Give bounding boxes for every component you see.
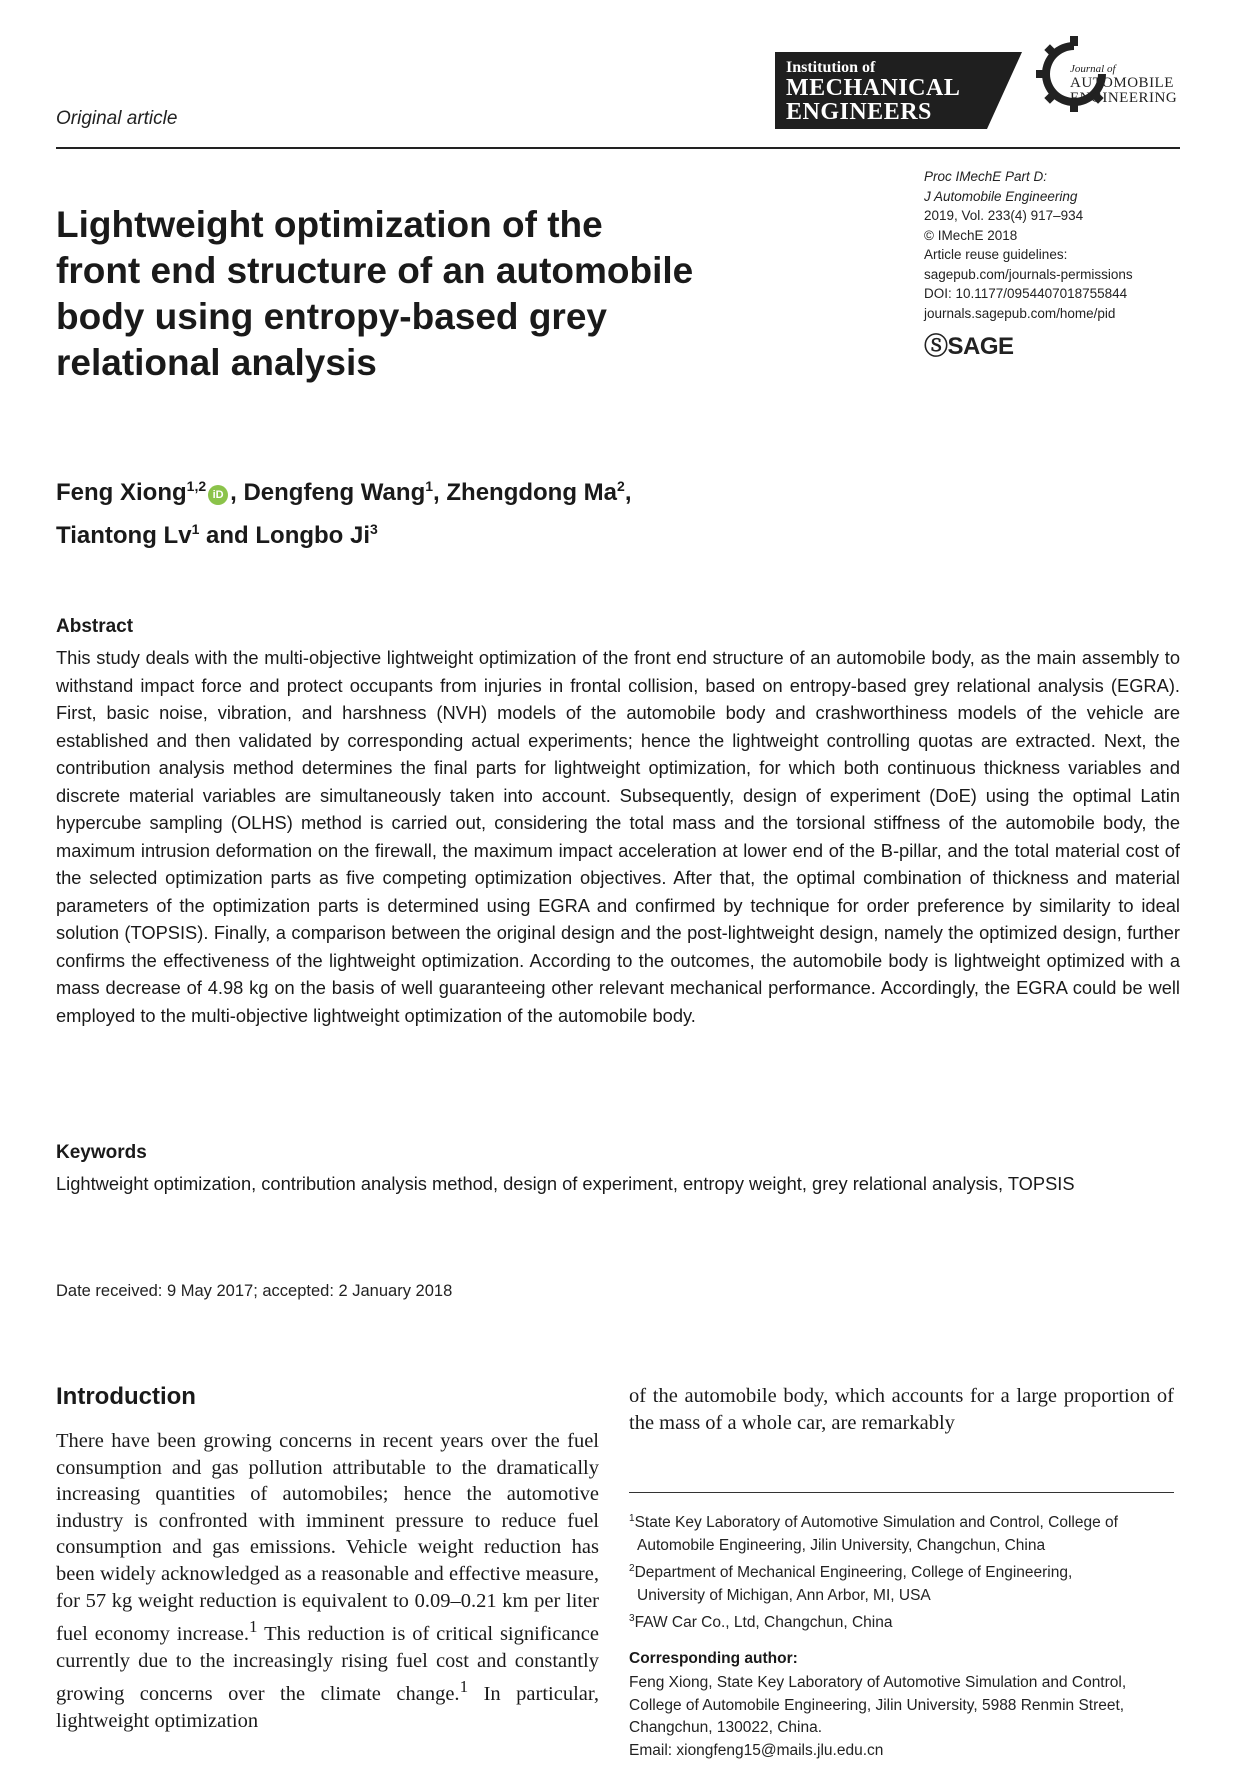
corresponding-line: Changchun, 130022, China. (629, 1719, 823, 1736)
imeche-line2: MECHANICAL (786, 75, 961, 101)
affiliation: FAW Car Co., Ltd, Changchun, China (634, 1613, 893, 1631)
abstract-heading: Abstract (56, 616, 134, 637)
author-name: Zhengdong Ma (446, 479, 618, 506)
corresponding-details (629, 1672, 1174, 1762)
intro-text: In particular, lightweight optimization (56, 1683, 599, 1732)
journal-line3: ENGINEERING (1070, 90, 1178, 107)
intro-text: This reduction is of critical significance currently due to the increasingly rising fuel cost and constantly growing concerns over the climate change. (56, 1622, 599, 1705)
meta-copyright: © IMechE 2018 (924, 227, 1018, 243)
intro-text: There have been growing concerns in recent years over the fuel consumption and gas pollution attributable to the dramatically increasing quantities of automobiles; hence the automotive industry is confronted with imminent pressure to reduce fuel consumption and gas emissions. Vehicle weight reduction has been widely acknowledged as a reasonable and effective measure, for 57 kg weight reduction is equivalent to 0.09–0.21 km per liter fuel economy increase. (56, 1430, 599, 1645)
affiliation: State Key Laboratory of Automotive Simulation and Control, College of (634, 1514, 1118, 1532)
author-conjunction: and (206, 522, 249, 549)
author-affil-sup: 1,2 (186, 478, 207, 494)
reference-link[interactable]: 1 (459, 1677, 469, 1697)
imeche-line3: ENGINEERS (786, 99, 932, 125)
author-name: Dengfeng Wang (243, 479, 426, 506)
corresponding-line: College of Automobile Engineering, Jilin University, 5988 Renmin Street, (629, 1696, 1125, 1714)
affil-sup: 2 (629, 1562, 635, 1574)
meta-doi[interactable]: DOI: 10.1177/0954407018755844 (924, 286, 1128, 301)
imeche-logo-text (786, 60, 960, 124)
author-affil-sup: 1 (425, 478, 434, 494)
meta-journal-part: Proc IMechE Part D: (924, 169, 1048, 184)
header-rule (56, 147, 1180, 149)
meta-permissions-link[interactable]: sagepub.com/journals-permissions (924, 266, 1133, 282)
affiliation: Department of Mechanical Engineering, College of Engineering, (634, 1563, 1073, 1581)
affil-sup: 1 (629, 1513, 635, 1524)
sage-icon: Ⓢ (924, 333, 948, 360)
footnote-rule (629, 1492, 1174, 1493)
affiliation-cont: Automobile Engineering, Jilin University, Changchun, China (637, 1536, 1046, 1554)
journal-line1: Journal of (1070, 63, 1116, 75)
author-affil-sup: 1 (191, 521, 200, 537)
article-meta (924, 167, 1133, 323)
title-line: body using entropy-based grey (56, 296, 607, 337)
article-title (56, 202, 836, 386)
author-affil-sup: 2 (617, 478, 625, 494)
author-name: Feng Xiong (56, 479, 187, 506)
affil-sup: 3 (629, 1612, 635, 1624)
introduction-heading: Introduction (56, 1383, 196, 1410)
title-line: front end structure of an automobile (56, 250, 694, 291)
article-type: Original article (56, 108, 178, 129)
meta-journal-name: J Automobile Engineering (924, 188, 1078, 204)
introduction-right-column: of the automobile body, which accounts for a large proportion of the mass of a whole car, are remarkably (629, 1385, 1174, 1434)
meta-reuse-label: Article reuse guidelines: (924, 247, 1068, 262)
meta-volume: 2019, Vol. 233(4) 917–934 (924, 208, 1084, 223)
corresponding-line: Feng Xiong, State Key Laboratory of Automotive Simulation and Control, (629, 1674, 1127, 1691)
corresponding-heading: Corresponding author: (629, 1650, 798, 1667)
author-name: Tiantong Lv (56, 522, 192, 549)
abstract-body: This study deals with the multi-objective lightweight optimization of the front end structure of an automobile body, as the main assembly to withstand impact force and protect occupants from injuries in frontal collision, based on entropy-based grey relational analysis (EGRA). First, basic noise, vibration, and harshness (NVH) models of the automobile body and crashworthiness models of the vehicle are established and then validated by corresponding actual experiments; hence the lightweight controlling quotas are extracted. Next, the contribution analysis method determines the final parts for lightweight optimization, for which both continuous thickness variables and discrete material variables are simultaneously taken into account. Subsequently, design of experiment (DoE) using the optimal Latin hypercube sampling (OLHS) method is carried out, considering the total mass and the torsional stiffness of the automobile body, the maximum intrusion deformation on the firewall, the maximum impact acceleration at lower end of the B-pillar, and the total material cost of the selected optimization parts as five competing optimization objectives. After that, the optimal combination of thickness and material parameters of the optimization parts is determined using EGRA and confirmed by technique for order preference by similarity to ideal solution (TOPSIS). Finally, a comparison between the original design and the post-lightweight design, namely the optimized design, further confirms the effectiveness of the lightweight optimization. According to the outcomes, the automobile body is lightweight optimized with a mass decrease of 4.98 kg on the basis of well guaranteeing other relevant mechanical performance. Accordingly, the EGRA could be well employed to the multi-objective lightweight optimization of the automobile body. (56, 647, 1180, 1026)
title-line: Lightweight optimization of the (56, 204, 603, 245)
sage-logo (924, 326, 1014, 361)
journal-logo-text (1070, 64, 1177, 107)
author-list: Feng Xiong$^{1,2}$iD , Dengfeng Wang$^1$, Zhengdong Ma$^2$, Tiantong Lv$^1$ and Longbo Ji$^3$ (56, 478, 632, 549)
author-affil-sup: 3 (370, 521, 378, 537)
journal-line2: AUTOMOBILE (1070, 74, 1174, 91)
reference-link[interactable]: 1 (249, 1617, 258, 1637)
sage-wordmark: SAGE (947, 333, 1014, 360)
dates-received: Date received: 9 May 2017; accepted: 2 January 2018 (56, 1282, 453, 1300)
imeche-line1: Institution of (786, 59, 876, 76)
meta-journal-link[interactable]: journals.sagepub.com/home/pid (924, 305, 1116, 321)
corresponding-email[interactable]: Email: xiongfeng15@mails.jlu.edu.cn (629, 1741, 884, 1759)
affiliations (629, 1508, 1174, 1634)
orcid-icon[interactable]: iD (208, 485, 228, 505)
title-line: relational analysis (56, 342, 377, 383)
introduction-left-column (56, 1428, 599, 1734)
affiliation-cont: University of Michigan, Ann Arbor, MI, USA (637, 1586, 931, 1604)
keywords-heading: Keywords (56, 1142, 147, 1163)
keywords-body: Lightweight optimization, contribution analysis method, design of experiment, entropy weight, grey relational analysis, TOPSIS (56, 1173, 1075, 1194)
author-name: Longbo Ji (255, 522, 371, 549)
